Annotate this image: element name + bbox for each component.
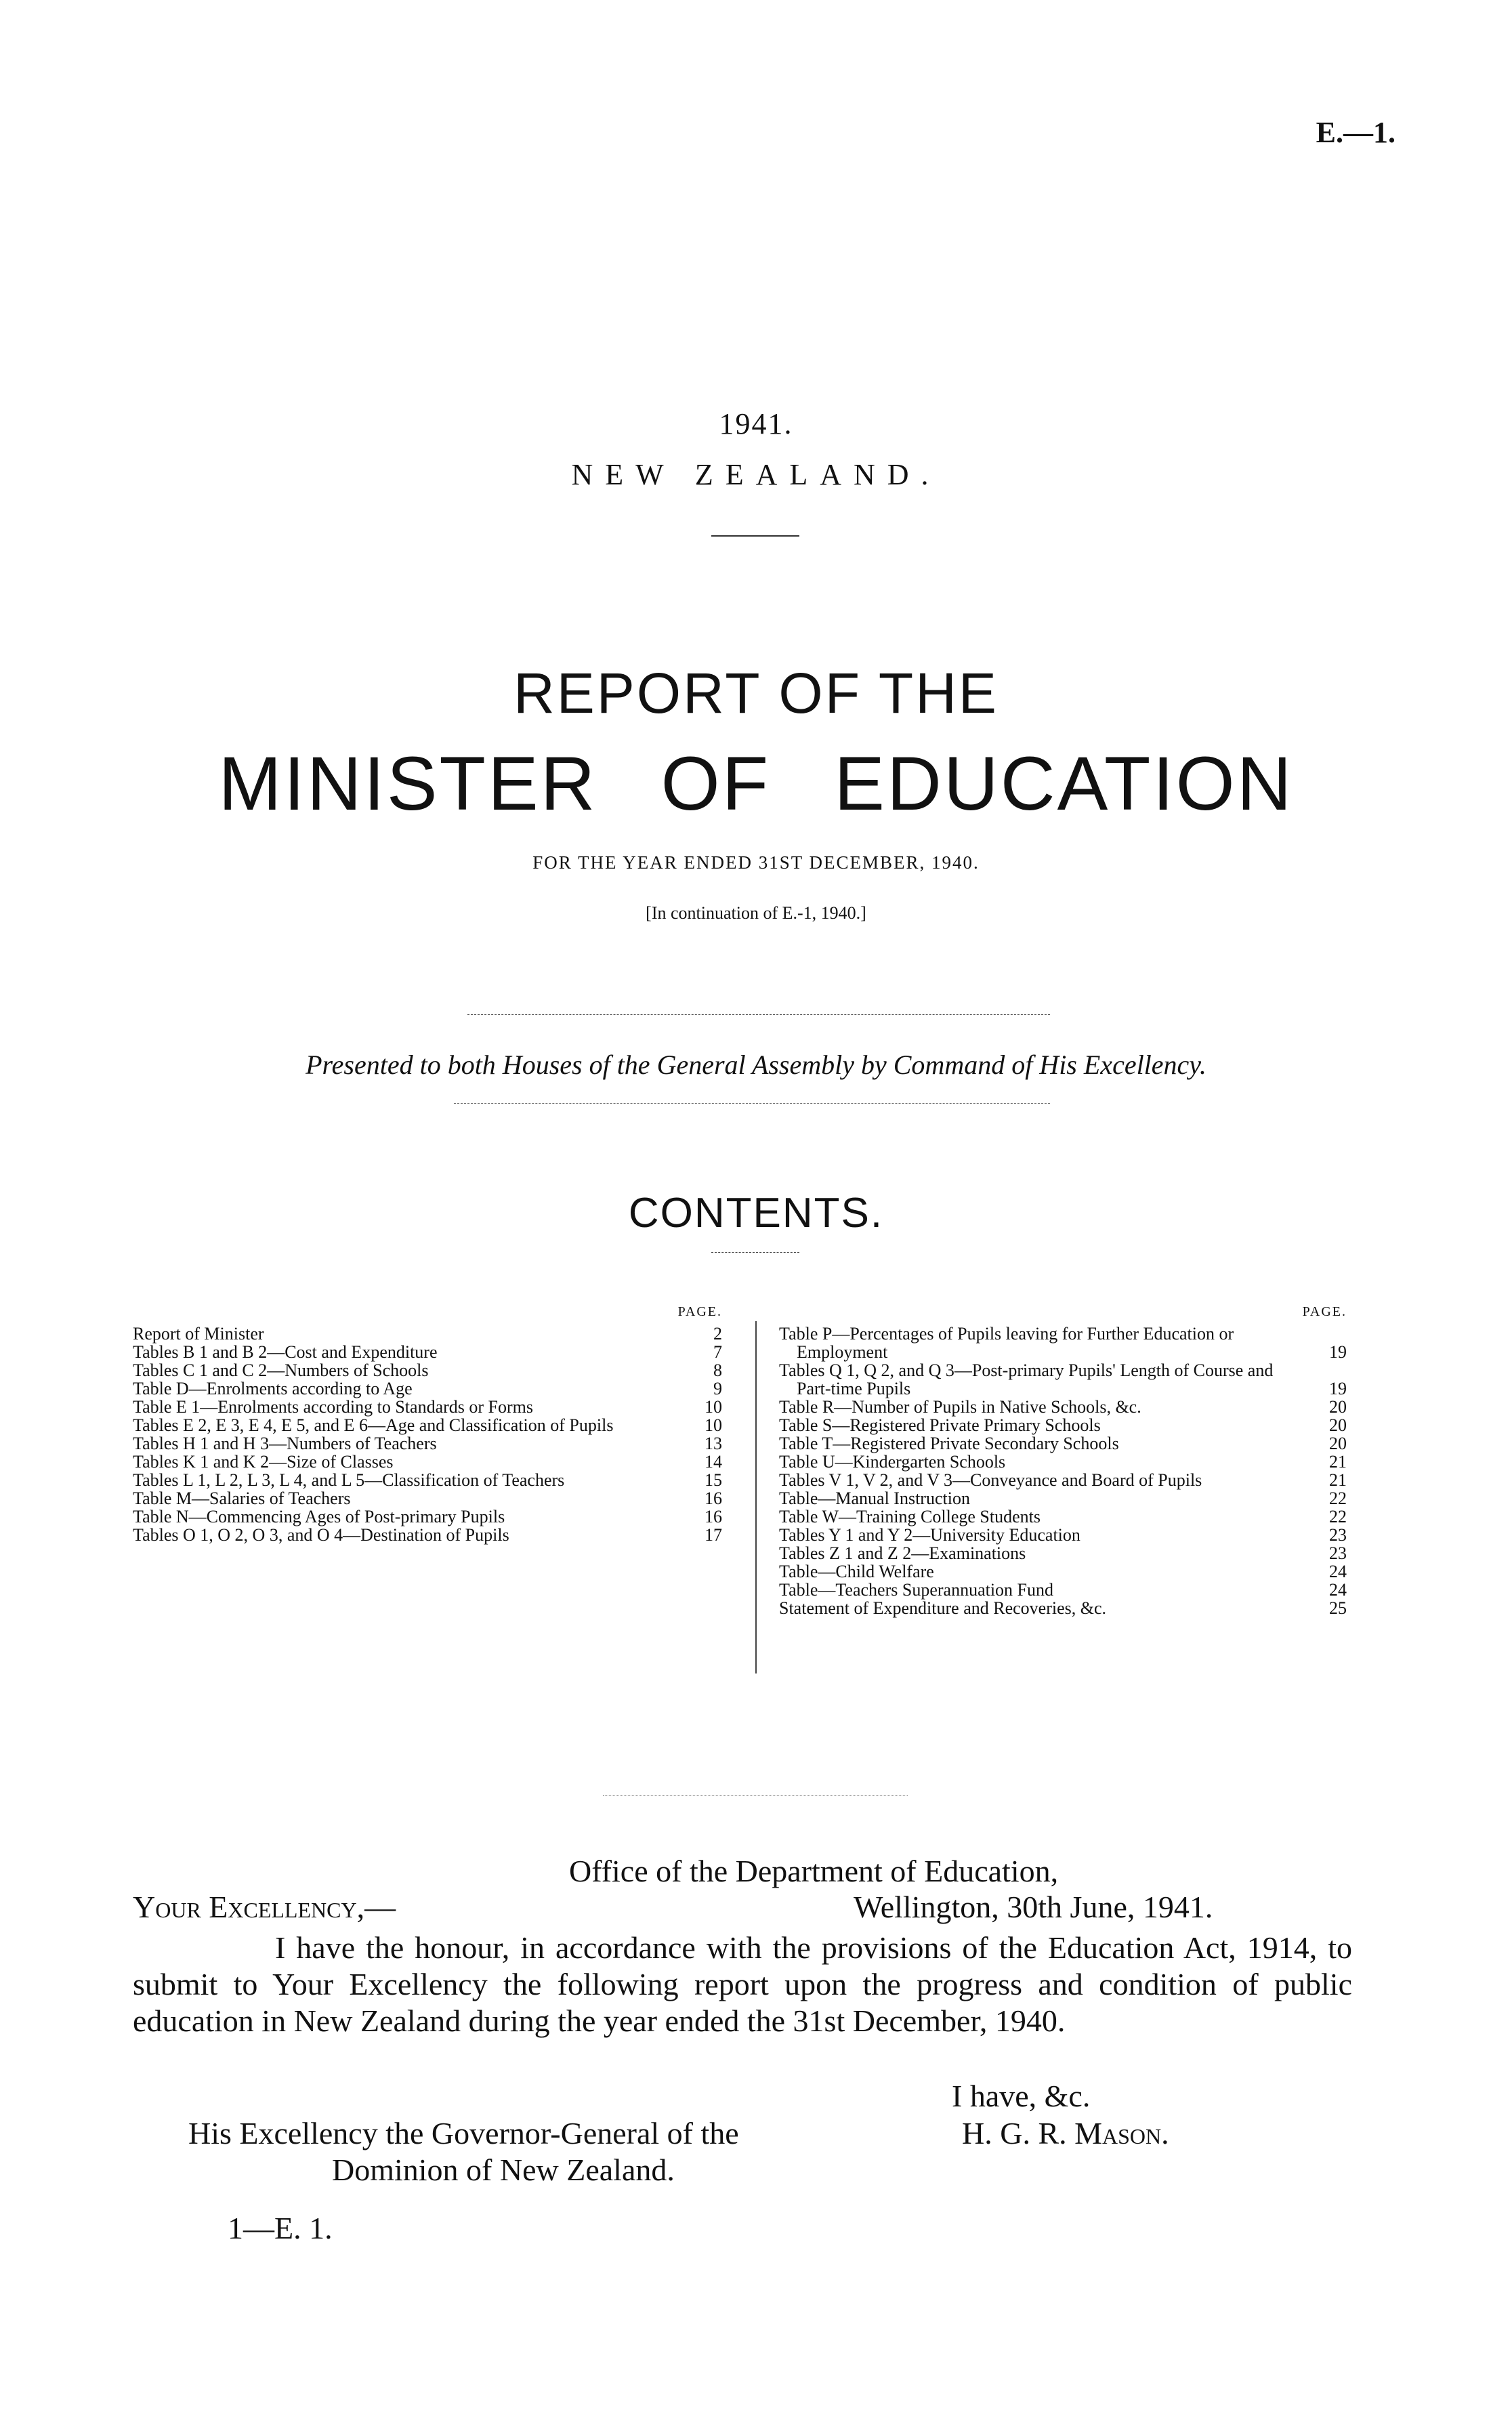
country-name: NEW ZEALAND. bbox=[571, 458, 941, 491]
contents-entry-page: 20 bbox=[1329, 1434, 1347, 1453]
letter-closing: I have, &c. bbox=[952, 2079, 1091, 2113]
contents-entry bbox=[779, 1599, 1347, 1617]
divider-letter bbox=[603, 1795, 908, 1796]
contents-entry bbox=[133, 1325, 722, 1343]
contents-entry-page: 15 bbox=[705, 1470, 722, 1490]
contents-entry-page: 20 bbox=[1329, 1415, 1347, 1435]
divider-short bbox=[711, 535, 799, 537]
contents-entry-label: Table M—Salaries of Teachers bbox=[133, 1489, 351, 1508]
contents-entry-page: 23 bbox=[1329, 1543, 1347, 1563]
title-line-2: MINISTER OF EDUCATION bbox=[218, 741, 1294, 826]
contents-entry bbox=[779, 1416, 1347, 1434]
contents-entry-label: Table R—Number of Pupils in Native Schools, &c. bbox=[779, 1397, 1141, 1417]
contents-entry-page: 14 bbox=[705, 1452, 722, 1472]
contents-entry-page: 22 bbox=[1329, 1507, 1347, 1526]
continuation-note: [In continuation of E.-1, 1940.] bbox=[646, 903, 866, 923]
contents-entry bbox=[779, 1562, 1347, 1581]
contents-entry-label: Table S—Registered Private Primary Schools bbox=[779, 1415, 1101, 1435]
contents-entry bbox=[779, 1453, 1347, 1471]
contents-entry-label: Table W—Training College Students bbox=[779, 1507, 1041, 1526]
contents-heading: CONTENTS. bbox=[628, 1190, 884, 1236]
contents-entry-page: 22 bbox=[1329, 1489, 1347, 1508]
contents-entry-page: 7 bbox=[713, 1342, 722, 1362]
contents-entry bbox=[133, 1398, 722, 1416]
contents-entry bbox=[779, 1398, 1347, 1416]
letter-place-date: Wellington, 30th June, 1941. bbox=[854, 1890, 1213, 1924]
contents-entry-label: Tables H 1 and H 3—Numbers of Teachers bbox=[133, 1434, 437, 1453]
divider-long-2 bbox=[454, 1103, 1050, 1104]
contents-entry-page: 21 bbox=[1329, 1470, 1347, 1490]
contents-entry bbox=[133, 1343, 722, 1361]
contents-entry bbox=[779, 1434, 1347, 1453]
contents-entry-page: 23 bbox=[1329, 1525, 1347, 1545]
contents-entry-page: 17 bbox=[705, 1525, 722, 1545]
contents-entry-label: Tables C 1 and C 2—Numbers of Schools bbox=[133, 1360, 429, 1380]
contents-entry-label: Table—Child Welfare bbox=[779, 1562, 934, 1581]
contents-entry-label: Tables E 2, E 3, E 4, E 5, and E 6—Age and Classification of Pupils bbox=[133, 1415, 614, 1435]
contents-entry-page: 10 bbox=[705, 1397, 722, 1417]
contents-entry-label: Statement of Expenditure and Recoveries, &c. bbox=[779, 1598, 1107, 1618]
footer-signature-mark: 1—E. 1. bbox=[228, 2211, 333, 2245]
contents-entry-page: 21 bbox=[1329, 1452, 1347, 1472]
contents-entry-page: 19 bbox=[1329, 1342, 1347, 1362]
contents-entry-page: 24 bbox=[1329, 1562, 1347, 1581]
letter-addressee-line-2: Dominion of New Zealand. bbox=[332, 2153, 675, 2187]
contents-entry-page: 16 bbox=[705, 1489, 722, 1508]
contents-entry-label: Table T—Registered Private Secondary Schools bbox=[779, 1434, 1119, 1453]
contents-entry-label: Table—Manual Instruction bbox=[779, 1489, 970, 1508]
contents-entry-page: 19 bbox=[1329, 1379, 1347, 1398]
contents-entry bbox=[133, 1507, 722, 1526]
contents-entry-label: Table P—Percentages of Pupils leaving for Further Education or Employment bbox=[779, 1324, 1234, 1362]
page-column-header: PAGE. bbox=[1302, 1304, 1347, 1319]
contents-entry-label: Table E 1—Enrolments according to Standards or Forms bbox=[133, 1397, 534, 1417]
contents-entry-label: Tables V 1, V 2, and V 3—Conveyance and Board of Pupils bbox=[779, 1470, 1202, 1490]
letter-signature: H. G. R. Mason. bbox=[962, 2116, 1169, 2150]
contents-entry-page: 10 bbox=[705, 1415, 722, 1435]
contents-entry bbox=[779, 1471, 1347, 1489]
contents-entry bbox=[133, 1379, 722, 1398]
contents-entry-page: 16 bbox=[705, 1507, 722, 1526]
contents-entry-page: 13 bbox=[705, 1434, 722, 1453]
contents-column-divider bbox=[755, 1321, 757, 1673]
contents-entry-page: 2 bbox=[713, 1324, 722, 1344]
contents-entry bbox=[133, 1453, 722, 1471]
subtitle: FOR THE YEAR ENDED 31ST DECEMBER, 1940. bbox=[532, 852, 980, 873]
contents-entry bbox=[779, 1489, 1347, 1507]
contents-entry bbox=[133, 1471, 722, 1489]
contents-entry-page: 20 bbox=[1329, 1397, 1347, 1417]
contents-entry-page: 8 bbox=[713, 1360, 722, 1380]
divider-long bbox=[467, 1014, 1050, 1015]
contents-entry bbox=[779, 1544, 1347, 1562]
contents-entry bbox=[779, 1581, 1347, 1599]
contents-entry-label: Table D—Enrolments according to Age bbox=[133, 1379, 413, 1398]
letter-addressee-line-1: His Excellency the Governor-General of the bbox=[188, 2116, 739, 2150]
contents-entry bbox=[133, 1489, 722, 1507]
contents-entry bbox=[133, 1526, 722, 1544]
contents-entry-page: 25 bbox=[1329, 1598, 1347, 1618]
contents-entry-label: Tables Z 1 and Z 2—Examinations bbox=[779, 1543, 1026, 1563]
contents-entry-page: 24 bbox=[1329, 1580, 1347, 1600]
contents-entry-label: Tables K 1 and K 2—Size of Classes bbox=[133, 1452, 394, 1472]
document-code: E.—1. bbox=[1316, 116, 1395, 149]
contents-entry-label: Tables Y 1 and Y 2—University Education bbox=[779, 1525, 1080, 1545]
presented-line: Presented to both Houses of the General Assembly by Command of His Excellency. bbox=[306, 1049, 1206, 1080]
contents-entry-label: Table U—Kindergarten Schools bbox=[779, 1452, 1006, 1472]
contents-entry-label: Tables B 1 and B 2—Cost and Expenditure bbox=[133, 1342, 438, 1362]
report-year: 1941. bbox=[719, 407, 793, 440]
contents-entry bbox=[133, 1416, 722, 1434]
contents-entry bbox=[133, 1361, 722, 1379]
contents-entry-label: Report of Minister bbox=[133, 1324, 264, 1344]
contents-entry bbox=[133, 1434, 722, 1453]
letter-salutation: Your Excellency,— bbox=[133, 1890, 396, 1924]
letter-office-line: Office of the Department of Education, bbox=[569, 1854, 1059, 1888]
contents-entry-label: Tables O 1, O 2, O 3, and O 4—Destination of Pupils bbox=[133, 1525, 509, 1545]
contents-entry bbox=[779, 1526, 1347, 1544]
contents-entry bbox=[779, 1361, 1347, 1398]
contents-entry bbox=[779, 1325, 1347, 1361]
contents-left-column bbox=[133, 1304, 722, 1544]
contents-entry-label: Table—Teachers Superannuation Fund bbox=[779, 1580, 1054, 1600]
page-column-header: PAGE. bbox=[677, 1304, 722, 1319]
contents-entry-label: Table N—Commencing Ages of Post-primary Pupils bbox=[133, 1507, 505, 1526]
contents-entry bbox=[779, 1507, 1347, 1526]
contents-right-column bbox=[779, 1304, 1347, 1617]
letter-body: I have the honour, in accordance with the provisions of the Education Act, 1914, to submit to Your Excellency the following report upon the progress and condition of public education in New Zealand during the year ended the 31st December, 1940. bbox=[133, 1930, 1352, 2038]
title-line-1: REPORT OF THE bbox=[513, 661, 999, 725]
divider-contents bbox=[711, 1252, 799, 1253]
contents-entry-label: Tables Q 1, Q 2, and Q 3—Post-primary Pupils' Length of Course and Part-time Pupils bbox=[779, 1360, 1274, 1398]
contents-entry-page: 9 bbox=[713, 1379, 722, 1398]
contents-entry-label: Tables L 1, L 2, L 3, L 4, and L 5—Classification of Teachers bbox=[133, 1470, 565, 1490]
